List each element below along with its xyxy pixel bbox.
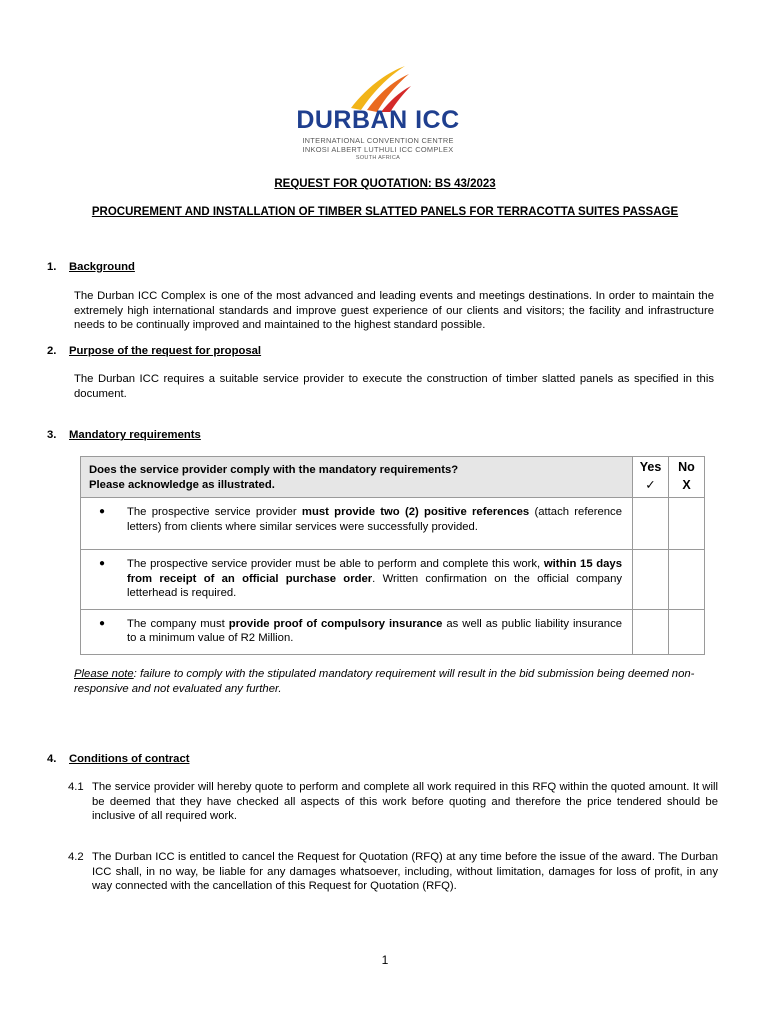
- yes-label: Yes: [639, 460, 662, 474]
- requirement-cell: [81, 550, 633, 610]
- section-heading-conditions: [47, 752, 190, 767]
- section-title: Purpose of the request for proposal: [69, 345, 262, 357]
- mandatory-requirements-table: [80, 456, 705, 655]
- yes-checkbox-cell[interactable]: [633, 498, 669, 550]
- question-cell: [81, 457, 633, 498]
- question-line-2: Please acknowledge as illustrated.: [89, 478, 275, 491]
- durban-icc-logo: [283, 62, 473, 160]
- cross-icon: X: [682, 478, 691, 492]
- condition-number: 4.1: [68, 781, 84, 793]
- table-header-row: [81, 457, 705, 498]
- section-number: 3.: [47, 429, 57, 441]
- bullet-icon: ●: [99, 506, 106, 517]
- logo-swoosh-icon: [343, 62, 413, 112]
- no-label: No: [678, 460, 695, 474]
- table-row: [81, 609, 705, 654]
- section-number: 2.: [47, 345, 57, 357]
- condition-text: The service provider will hereby quote to perform and complete all work required in this RFQ within the quoted amount. It will be deemed that they have checked all aspects of this work before quoting and therefore the price tendered should be inclusive of all required work.: [92, 781, 718, 822]
- section-number: 1.: [47, 261, 57, 273]
- table-row: [81, 550, 705, 610]
- no-checkbox-cell[interactable]: [669, 550, 705, 610]
- condition-item: [68, 850, 718, 894]
- no-header-cell: [669, 457, 705, 498]
- logo-subtitle-2: INKOSI ALBERT LUTHULI ICC COMPLEX: [302, 145, 454, 154]
- section-title: Background: [69, 261, 135, 273]
- section-title: Mandatory requirements: [69, 429, 201, 441]
- checkmark-icon: ✓: [645, 478, 656, 492]
- mandatory-note: [74, 667, 714, 696]
- note-text: : failure to comply with the stipulated mandatory requirement will result in the bid submission being deemed non-responsive and not evaluated any further.: [74, 668, 695, 695]
- yes-header-cell: [633, 457, 669, 498]
- requirement-cell: [81, 498, 633, 550]
- yes-checkbox-cell[interactable]: [633, 550, 669, 610]
- requirement-cell: [81, 609, 633, 654]
- yes-checkbox-cell[interactable]: [633, 609, 669, 654]
- condition-item: [68, 780, 718, 824]
- no-checkbox-cell[interactable]: [669, 498, 705, 550]
- bullet-icon: ●: [99, 617, 106, 629]
- requirement-text: The prospective service provider must provide two (2) positive references (attach reference letters) from clients where similar services were successfully provided.: [127, 506, 622, 533]
- question-line-1: Does the service provider comply with the mandatory requirements?: [89, 464, 459, 476]
- logo-subtitle-3: SOUTH AFRICA: [355, 155, 401, 161]
- bullet-icon: ●: [99, 558, 106, 569]
- requirement-text: The prospective service provider must be able to perform and complete this work, within 15 days from receipt of an official purchase order. Written confirmation on the official company letterhead is required.: [127, 558, 622, 599]
- condition-text: The Durban ICC is entitled to cancel the Request for Quotation (RFQ) at any time before the issue of the award. The Durban ICC shall, in no way, be liable for any damages whatsoever, including, without limitation, damages for loss of profit, in any way connected with the cancellation of this Request for Quotation (RFQ).: [92, 851, 718, 892]
- project-title: PROCUREMENT AND INSTALLATION OF TIMBER SLATTED PANELS FOR TERRACOTTA SUITES PASSAGE: [91, 206, 679, 218]
- section-heading-purpose: [47, 344, 261, 359]
- requirement-text: The company must provide proof of compulsory insurance as well as public liability insurance to a minimum value of R2 Million.: [127, 617, 623, 644]
- table-row: [81, 498, 705, 550]
- page-number: 1: [381, 953, 389, 967]
- purpose-paragraph: The Durban ICC requires a suitable service provider to execute the construction of timber slatted panels as specified in this document.: [74, 373, 714, 400]
- condition-number: 4.2: [68, 851, 84, 863]
- section-heading-background: [47, 260, 135, 275]
- background-paragraph: The Durban ICC Complex is one of the most advanced and leading events and meetings destinations. In order to maintain the extremely high international standards and improve guest experience of our clients and visitors; the facility and infrastructure needs to be continually improved and maintained to the highest standard possible.: [74, 290, 714, 331]
- document-title: REQUEST FOR QUOTATION: BS 43/2023: [274, 178, 496, 190]
- logo-subtitle-1: INTERNATIONAL CONVENTION CENTRE: [302, 136, 454, 145]
- no-checkbox-cell[interactable]: [669, 609, 705, 654]
- section-title: Conditions of contract: [69, 753, 190, 765]
- section-heading-mandatory: [47, 428, 201, 443]
- logo-name: DURBAN ICC: [296, 106, 460, 134]
- note-label: Please note: [74, 668, 134, 680]
- section-number: 4.: [47, 753, 57, 765]
